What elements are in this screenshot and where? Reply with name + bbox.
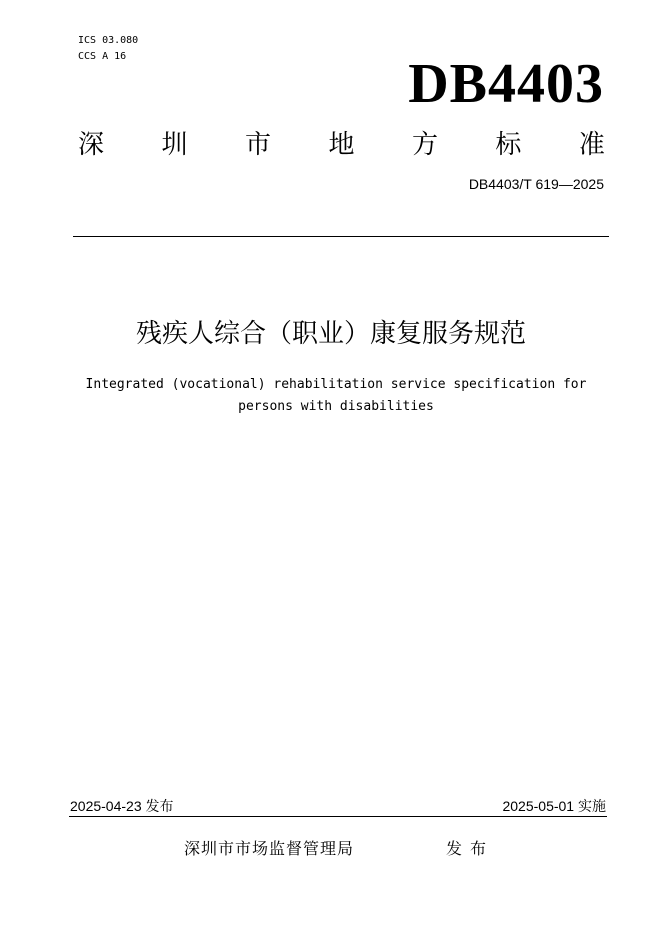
standard-type-title [78, 128, 605, 162]
implement-date: 2025-05-01 实施 [502, 798, 606, 814]
ics-code: ICS 03.080 [78, 35, 139, 46]
footer-divider [69, 816, 607, 817]
standard-type-char: 标 [495, 130, 522, 160]
standard-type-char: 方 [411, 130, 438, 160]
standard-type-char: 深 [78, 130, 105, 160]
standard-type-char: 准 [578, 130, 605, 160]
document-title-en [80, 374, 592, 418]
standard-type-char: 圳 [161, 130, 188, 160]
classification-codes [78, 33, 138, 65]
title-en-line: persons with disabilities [238, 399, 434, 414]
issue-label: 发布 [446, 839, 495, 858]
header-divider [73, 236, 609, 237]
standard-type-char: 市 [244, 130, 271, 160]
title-en-line: Integrated (vocational) rehabilitation service specification for [85, 377, 587, 392]
document-title-zh: 残疾人综合（职业）康复服务规范 [135, 319, 526, 349]
standard-type-char: 地 [328, 130, 355, 160]
publish-date: 2025-04-23 发布 [70, 798, 174, 814]
standard-number: DB4403/T 619—2025 [468, 176, 604, 192]
ccs-code: CCS A 16 [78, 51, 127, 62]
issuing-authority: 深圳市市场监督管理局 [184, 839, 355, 858]
standard-code: DB4403 [408, 53, 604, 115]
